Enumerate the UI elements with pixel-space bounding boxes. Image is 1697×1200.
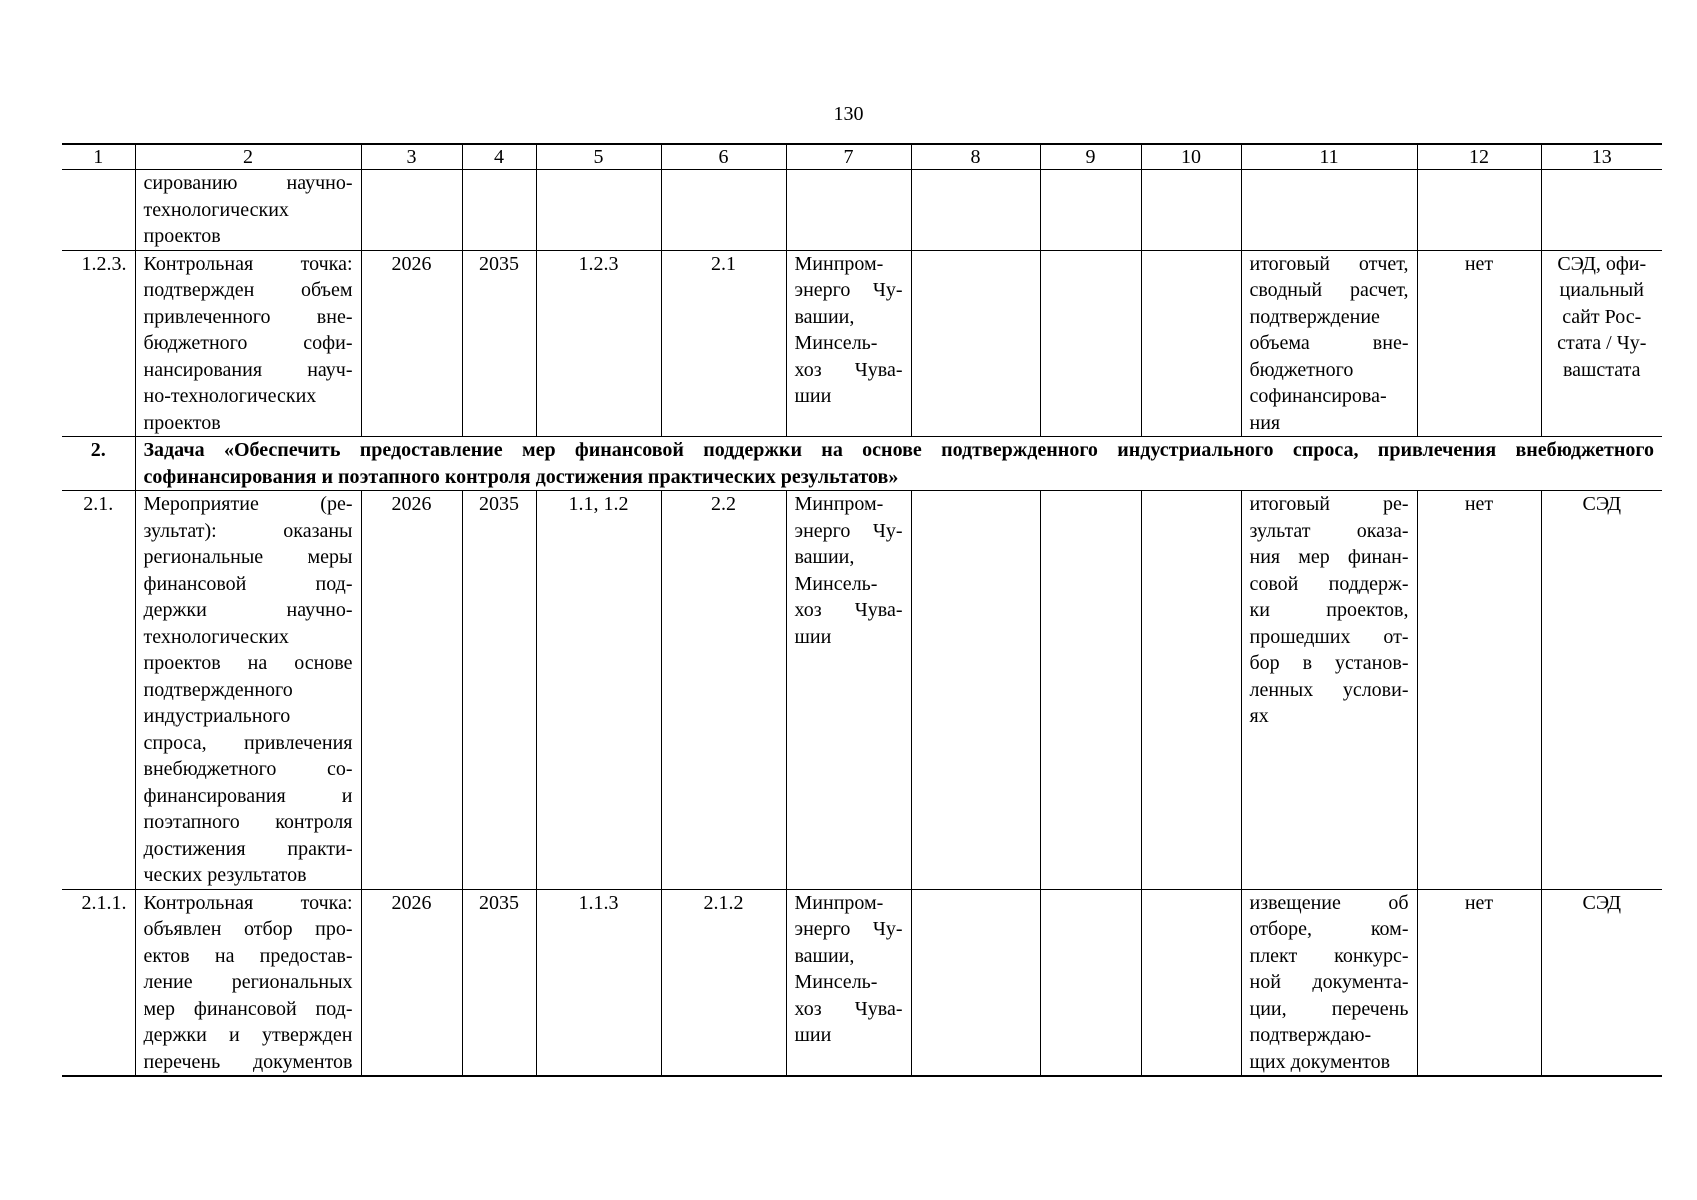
column-header: 13 — [1541, 144, 1662, 170]
text-line: региональные меры — [143, 546, 353, 568]
text-line: шии — [794, 385, 832, 407]
text-line: технологических — [143, 625, 289, 648]
text-line: держки и утвержден — [143, 1024, 353, 1046]
row-description — [135, 889, 361, 1076]
text-line: зультат): оказаны — [143, 519, 353, 542]
column-header: 8 — [911, 144, 1040, 170]
text-line: энерго Чу- — [794, 519, 903, 542]
text-line: технологических — [143, 198, 289, 221]
task-title: Задача «Обеспечить предоставление мер финансовой поддержки на основе подтвержденного индустриального спроса, привлечения внебюджетного софинансирования и поэтапного контроля достижения практических результатов» — [135, 437, 1662, 491]
text-line: Мероприятие (ре- — [143, 493, 353, 515]
end-year: 2035 — [462, 889, 536, 1076]
text-line: хоз Чува- — [794, 997, 903, 1020]
end-year: 2035 — [462, 250, 536, 437]
text-line: подтверждаю- — [1249, 1024, 1372, 1046]
text-line: ки проектов, — [1249, 599, 1409, 621]
text-line: ление региональных — [143, 971, 353, 993]
linked-ref: 2.1.2 — [661, 889, 786, 1076]
column-number-row — [62, 144, 1662, 170]
text-line: ции, перечень — [1249, 997, 1409, 1020]
text-line: вашии, — [794, 546, 855, 568]
text-line: ния — [1249, 411, 1281, 434]
row-number: 2.1.1. — [62, 889, 135, 1076]
indicator-ref: 1.1, 1.2 — [536, 491, 661, 890]
column-header: 1 — [62, 144, 135, 170]
flag-value: нет — [1417, 250, 1541, 437]
text-line: извещение об — [1249, 891, 1409, 914]
text-line: вашии, — [794, 305, 855, 328]
info-system: СЭД — [1541, 889, 1662, 1076]
flag-value: нет — [1417, 889, 1541, 1076]
text-line: ях — [1249, 705, 1269, 727]
text-line: энерго Чу- — [794, 918, 903, 940]
row-description — [135, 250, 361, 437]
start-year: 2026 — [361, 491, 462, 890]
column-header: 6 — [661, 144, 786, 170]
responsible-org — [786, 491, 911, 890]
text-line: ческих результатов — [143, 864, 307, 886]
text-line: финансовой под- — [143, 572, 353, 595]
text-line: хоз Чува- — [794, 358, 903, 381]
column-header: 4 — [462, 144, 536, 170]
row-number — [62, 170, 135, 251]
task-row — [62, 437, 1662, 491]
table-row — [62, 250, 1662, 437]
responsible-org — [786, 250, 911, 437]
text-line: итоговый отчет, — [1249, 252, 1409, 275]
text-line: совой поддерж- — [1249, 572, 1409, 595]
text-line: ния мер финан- — [1249, 546, 1409, 568]
text-line: проектов — [143, 225, 221, 247]
text-line: проектов на основе — [143, 652, 353, 674]
text-line: плект конкурс- — [1249, 944, 1409, 967]
table-row — [62, 491, 1662, 890]
text-line: Минпром- — [794, 493, 884, 515]
text-line: нансирования науч- — [143, 358, 353, 381]
responsible-org — [786, 889, 911, 1076]
text-line: сированию научно- — [143, 172, 353, 194]
text-line: Минсель- — [794, 971, 878, 993]
row-number: 2. — [62, 437, 135, 491]
text-line: СЭД, офи- — [1557, 252, 1647, 275]
text-line: софинансирова- — [1249, 385, 1387, 407]
document-table — [62, 143, 1662, 1077]
text-line: перечень документов — [143, 1050, 353, 1073]
text-line: индустриального — [143, 705, 291, 727]
text-line: привлеченного вне- — [143, 305, 353, 328]
row-number: 2.1. — [62, 491, 135, 890]
text-line: зультат оказа- — [1249, 519, 1409, 542]
text-line: ектов на предостав- — [143, 944, 353, 967]
start-year: 2026 — [361, 250, 462, 437]
text-line: бюджетного — [1249, 358, 1354, 381]
text-line: Минпром- — [794, 252, 884, 275]
text-line: финансирования и — [143, 784, 353, 807]
text-line: Контрольная точка: — [143, 891, 353, 914]
column-header: 9 — [1040, 144, 1141, 170]
result-document — [1241, 250, 1417, 437]
text-line: Минсель- — [794, 572, 878, 595]
end-year: 2035 — [462, 491, 536, 890]
linked-ref: 2.1 — [661, 250, 786, 437]
result-document — [1241, 491, 1417, 890]
start-year: 2026 — [361, 889, 462, 1076]
flag-value: нет — [1417, 491, 1541, 890]
text-line: Минсель- — [794, 332, 878, 354]
text-line: подтвержденного — [143, 678, 293, 701]
text-line: подтверждение — [1249, 305, 1380, 328]
column-header: 12 — [1417, 144, 1541, 170]
text-line: итоговый ре- — [1249, 493, 1409, 515]
text-line: щих документов — [1249, 1050, 1391, 1073]
text-line: подтвержден объем — [143, 279, 353, 301]
text-line: вашстата — [1562, 358, 1641, 381]
page-number: 130 — [833, 103, 864, 125]
text-line: спроса, привлечения — [143, 731, 353, 754]
text-line: бюджетного софи- — [143, 332, 353, 354]
column-header: 11 — [1241, 144, 1417, 170]
text-line: хоз Чува- — [794, 599, 903, 621]
text-line: ленных услови- — [1249, 678, 1409, 701]
linked-ref: 2.2 — [661, 491, 786, 890]
column-header: 2 — [135, 144, 361, 170]
column-header: 10 — [1141, 144, 1241, 170]
text-line: держки научно- — [143, 599, 353, 621]
table-row — [62, 170, 1662, 251]
text-line: сайт Рос- — [1562, 305, 1642, 328]
indicator-ref: 1.2.3 — [536, 250, 661, 437]
result-document — [1241, 889, 1417, 1076]
text-line: шии — [794, 625, 832, 648]
text-line: прошедших от- — [1249, 625, 1409, 648]
text-line: проектов — [143, 411, 221, 434]
text-line: внебюджетного со- — [143, 758, 353, 780]
info-system — [1541, 250, 1662, 437]
text-line: но-технологических — [143, 385, 317, 407]
text-line: поэтапного контроля — [143, 811, 353, 833]
text-line: шии — [794, 1024, 832, 1046]
text-line: отборе, ком- — [1249, 918, 1409, 940]
table-row — [62, 889, 1662, 1076]
text-line: объявлен отбор про- — [143, 918, 353, 940]
text-line: сводный расчет, — [1249, 279, 1409, 301]
info-system: СЭД — [1541, 491, 1662, 890]
text-line: Минпром- — [794, 891, 884, 914]
text-line: объема вне- — [1249, 332, 1409, 354]
column-header: 5 — [536, 144, 661, 170]
column-header: 7 — [786, 144, 911, 170]
text-line: циальный — [1559, 279, 1644, 301]
text-line: энерго Чу- — [794, 279, 903, 301]
text-line: Контрольная точка: — [143, 252, 353, 275]
text-line: бор в установ- — [1249, 652, 1409, 674]
column-header: 3 — [361, 144, 462, 170]
row-number: 1.2.3. — [62, 250, 135, 437]
text-line: мер финансовой под- — [143, 997, 353, 1020]
row-description — [135, 491, 361, 890]
row-description — [135, 170, 361, 251]
text-line: ной документа- — [1249, 971, 1409, 993]
text-line: достижения практи- — [143, 837, 353, 860]
text-line: стата / Чу- — [1557, 332, 1647, 354]
text-line: вашии, — [794, 944, 855, 967]
indicator-ref: 1.1.3 — [536, 889, 661, 1076]
